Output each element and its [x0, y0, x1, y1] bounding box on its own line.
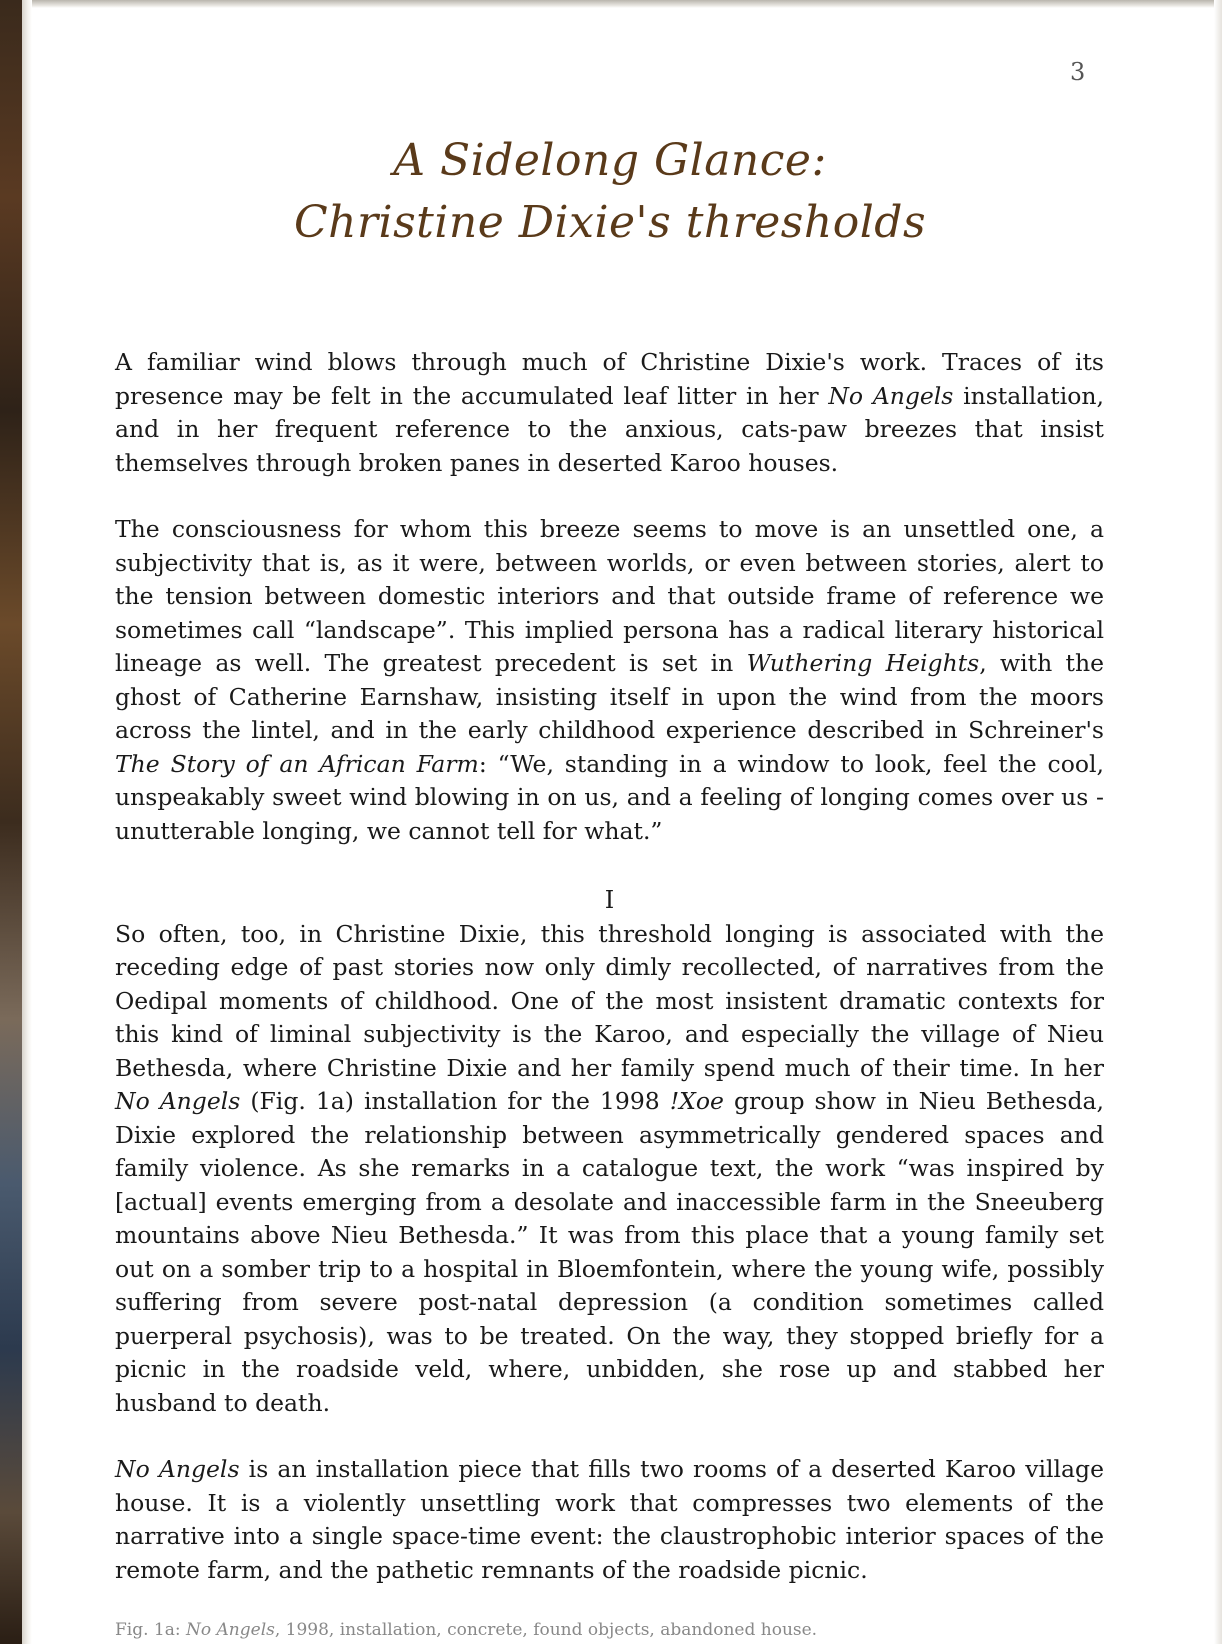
paragraph-text: is an installation piece that fills two rooms of a deserted Karoo village house. It is a violently unsettling work that compresses two elements of the narrative into a single space-time event: the claustrophobic interior spaces of the remote farm, and the pathetic remnants of the roadside picnic.: [115, 1455, 1104, 1584]
paragraph-text: A familiar wind blows through much of Christine Dixie's work. Traces of its presence may be felt in the accumulated leaf litter in her: [115, 348, 1104, 410]
caption-text: , 1998, installation, concrete, found objects, abandoned house.: [274, 1620, 818, 1640]
title-line-1: A Sidelong Glance:: [393, 135, 827, 186]
paragraph-text: So often, too, in Christine Dixie, this threshold longing is associated with the receding edge of past stories now only dimly recollected, of narratives from the Oedipal moments of childhood. One of the most insistent dramatic contexts for this kind of liminal subjectivity is the Karoo, and especially the village of Nieu Bethesda, where Christine Dixie and her family spend much of their time. In her: [115, 919, 1104, 1082]
caption-label: Fig. 1a:: [115, 1620, 187, 1640]
paragraph-text: (Fig. 1a) installation for the 1998: [240, 1087, 670, 1115]
article-body: [115, 346, 1104, 1587]
title-line-2: Christine Dixie's thresholds: [293, 197, 927, 248]
show-title: !Xoe: [669, 1087, 724, 1115]
paragraph-text: The consciousness for whom this breeze seems to move is an unsettled one, a subjectivity that is, as it were, between worlds, or even between stories, alert to the tension between domestic interiors and that outside frame of reference we sometimes call “landscape”. This implied persona has a radical literary historical lineage as well. The greatest precedent is set in: [115, 515, 1104, 677]
page-title: [200, 130, 1020, 254]
page-top-edge: [0, 0, 1222, 8]
book-title: The Story of an African Farm: [115, 749, 479, 778]
figure-caption: [115, 1620, 1115, 1640]
paragraph-1: [115, 346, 1104, 480]
paragraph-text: : “We, standing in a window to look, feel the cool, unspeakably sweet wind blowing in on us, and a feeling of longing comes over us - unutterable longing, we cannot tell for what.”: [115, 749, 1104, 845]
section-marker: I: [604, 886, 615, 914]
artwork-title: No Angels: [828, 381, 954, 410]
page-right-edge: [1214, 0, 1222, 1644]
paragraph-3: [115, 918, 1104, 1421]
artwork-title: No Angels: [115, 1455, 240, 1483]
page-gutter-shadow: [22, 0, 32, 1644]
paragraph-text: installation, and in her frequent reference to the anxious, cats-paw breezes that insist themselves through broken panes in deserted Karoo houses.: [115, 381, 1105, 477]
caption-artwork-title: No Angels: [186, 1620, 275, 1640]
paragraph-2: [115, 513, 1104, 848]
book-spine: [0, 0, 22, 1644]
artwork-title: No Angels: [115, 1087, 241, 1115]
paragraph-text: group show in Nieu Bethesda, Dixie explored the relationship between asymmetrically gendered spaces and family violence. As she remarks in a catalogue text, the work “was inspired by [actual] events emerging from a desolate and inaccessible farm in the Sneeuberg mountains above Nieu Bethesda.” It was from this place that a young family set out on a somber trip to a hospital in Bloemfontein, where the young wife, possibly suffering from severe post-natal depression (a condition sometimes called puerperal psychosis), was to be treated. On the way, they stopped briefly for a picnic in the roadside veld, where, unbidden, she rose up and stabbed her husband to death.: [115, 1087, 1104, 1417]
book-title: Wuthering Heights: [746, 649, 980, 677]
paragraph-text: , with the ghost of Catherine Earnshaw, insisting itself in upon the wind from the moors across the lintel, and in the early childhood experience described in Schreiner's: [115, 649, 1104, 744]
paragraph-4: [115, 1453, 1104, 1587]
page-number: 3: [1070, 58, 1086, 86]
